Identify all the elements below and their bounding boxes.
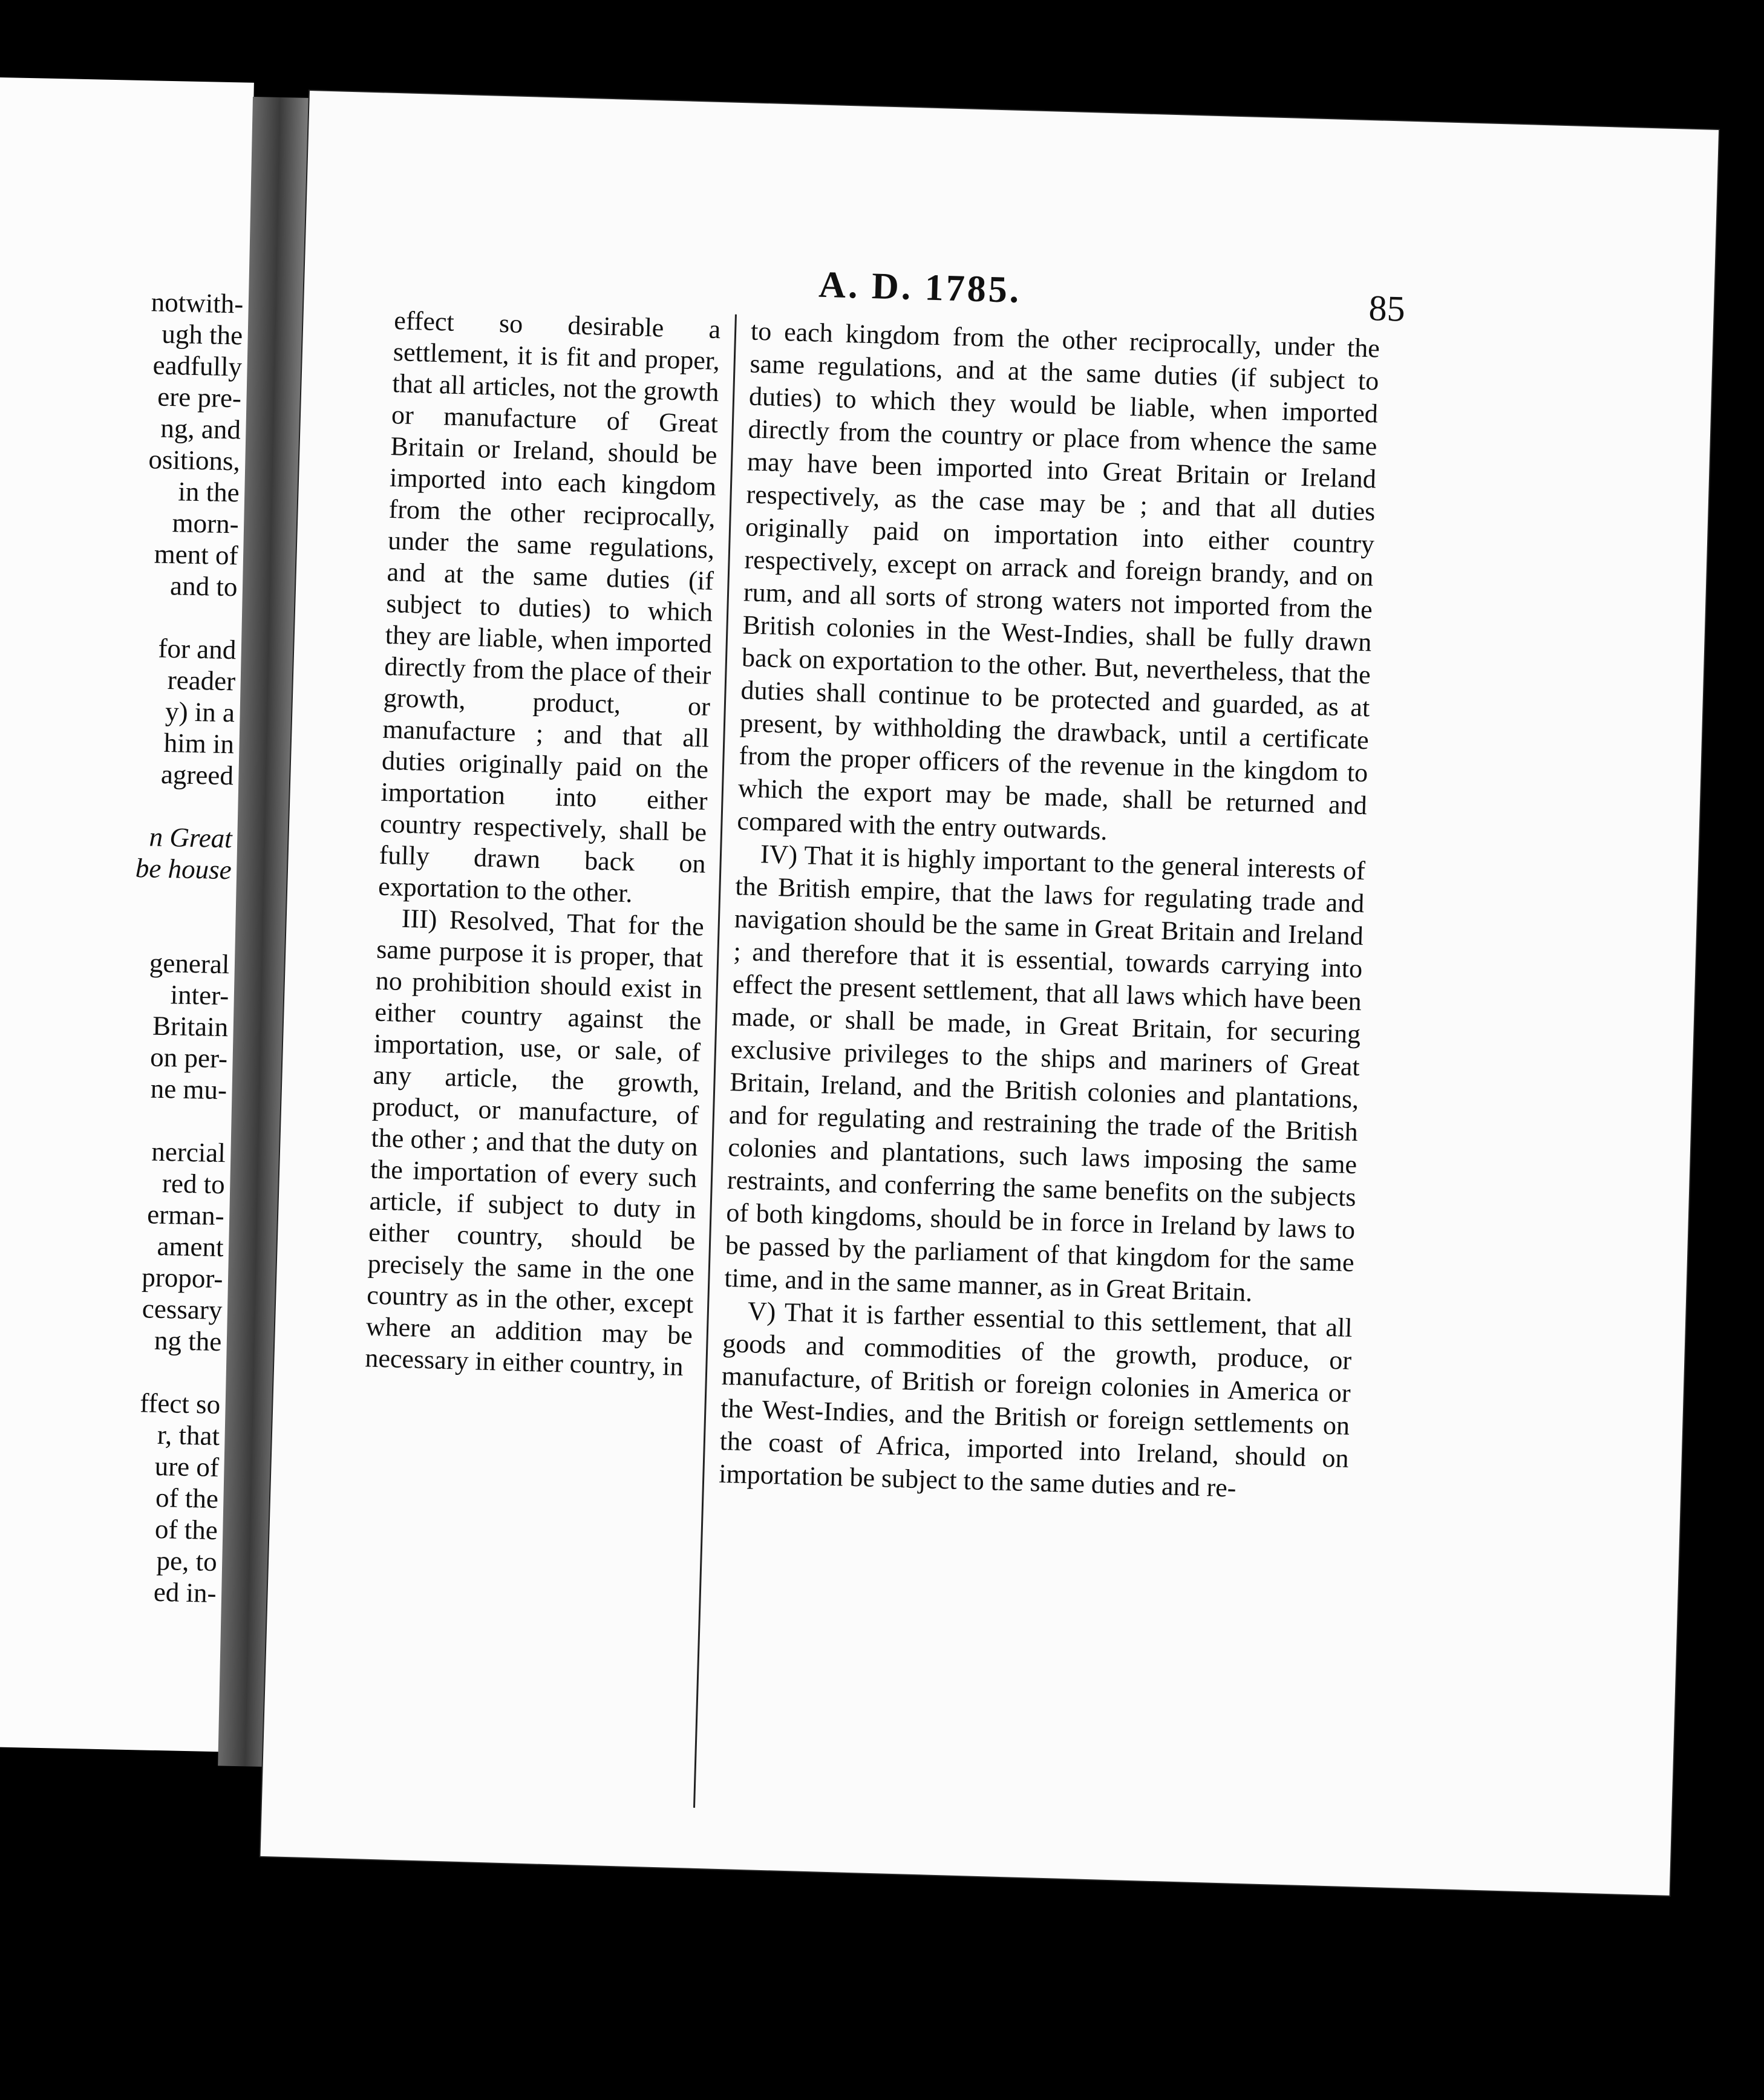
- fragment-line: in the: [177, 476, 240, 508]
- fragment-line: Britain: [152, 1010, 229, 1043]
- fragment-line: ere pre-: [157, 381, 242, 414]
- fragment-line: pe, to: [156, 1545, 218, 1577]
- fragment-line: cessary: [142, 1293, 223, 1326]
- fragment-line: inter-: [170, 979, 229, 1011]
- wide-column: [719, 315, 1380, 1508]
- wide-column-paragraph-1: to each kingdom from the other reciprocally, under the same regulations, and at the same duties (if subject to duties) to which they would be liable, when imported directly from the country or place from whence the same may have been imported into Great Britain or Ireland respectively, as the case may be ; and that all duties originally paid on importation into either country respectively, except on arrack and foreign brandy, and on rum, and all sorts of strong waters not imported from the British colonies in the West-Indies, shall be fully drawn back on exportation to the other. But, nevertheless, that the duties shall continue to be protected and guarded, as at present, by withholding the drawback, until a certificate from the proper officers of the revenue in the kingdom to which the export may be made, shall be returned and compared with the entry outwards.: [736, 316, 1380, 846]
- fragment-line: ament: [157, 1230, 224, 1263]
- fragment-line: ng the: [154, 1325, 222, 1357]
- italic-fragment-line: n Great: [149, 821, 233, 854]
- fragment-line: y) in a: [165, 696, 235, 728]
- fragment-line: ure of: [154, 1450, 220, 1483]
- fragment-line: nercial: [151, 1136, 226, 1169]
- fragment-line: him in: [163, 727, 235, 760]
- fragment-line: ng, and: [160, 412, 241, 445]
- left-page-text-fragments: [0, 283, 249, 1609]
- right-page: [260, 91, 1719, 1896]
- fragment-line: red to: [162, 1168, 226, 1200]
- fragment-line: ositions,: [148, 444, 241, 477]
- narrow-column: [365, 305, 721, 1383]
- fragment-line: propor-: [141, 1262, 224, 1294]
- fragment-line: notwith-: [151, 287, 244, 319]
- fragment-line: erman-: [146, 1199, 225, 1231]
- fragment-line: general: [149, 947, 230, 980]
- running-head: A. D. 1785.: [818, 264, 1022, 311]
- fragment-line: ment of: [154, 538, 239, 571]
- wide-column-paragraph-2: IV) That it is highly important to the general interests of the British empire, that the laws for regulating trade and navigation should be the same in Great Britain and Ireland ; and therefore that it is essential, towards carrying into effect the present settlement, that all laws which have been made, or shall be made, in Great Britain, for securing exclusive privileges to the ships and mariners of Great Britain, Ireland, and the British colonies and plantations, and for regulating and restraining the trade of the British colonies and plantations, such laws imposing the same restraints, and conferring the same benefits on the subjects of both kingdoms, should be in force in Ireland by laws to be passed by the parliament of that kingdom for the same time, and in the same manner, as in Great Britain.: [724, 839, 1366, 1308]
- left-page: [0, 77, 254, 1752]
- fragment-line: on per-: [149, 1042, 228, 1074]
- fragment-line: of the: [155, 1482, 219, 1515]
- narrow-column-paragraph-1: effect so desirable a settlement, it is fit and proper, that all articles, not the growth or manufacture of Great Britain or Ireland, should be imported into each kingdom from the other reciprocally, under the same regulations, and at the same duties (if subject to duties) to which they are liable, when imported directly from the place of their growth, product, or manufacture ; and that all duties originally paid on the importation into either country respectively, shall be fully drawn back on exportation to the other.: [377, 305, 721, 908]
- fragment-line: for and: [158, 633, 237, 665]
- fragment-line: r, that: [157, 1419, 220, 1452]
- fragment-line: ed in-: [153, 1576, 217, 1609]
- fragment-line: of the: [154, 1513, 218, 1546]
- fragment-line: morn-: [172, 507, 240, 540]
- fragment-line: eadfully: [152, 350, 243, 382]
- italic-fragment-line: be house: [135, 852, 232, 885]
- wide-column-paragraph-3: V) That it is farther essential to this settlement, that all goods and commodities of the growth, produce, or manufacture, of British or foreign colonies in America or the West-Indies, and the British or foreign settlements on the coast of Africa, imported into Ireland, should on importation be subject to the same duties and re-: [718, 1296, 1353, 1503]
- narrow-column-paragraph-2: III) Resolved, That for the same purpose it is proper, that no prohibition should exist in either country against the importation, use, or sale, of any article, the growth, product, or manufacture, of the other ; and that the duty on the importation of every such article, if subject to duty in either country, should be precisely the same in the one country as in the other, except where an addition may be necessary in either country, in: [364, 903, 705, 1382]
- fragment-line: ne mu-: [150, 1073, 227, 1106]
- fragment-line: reader: [167, 665, 236, 697]
- fragment-line: ffect so: [139, 1388, 221, 1420]
- fragment-line: ugh the: [161, 318, 243, 351]
- fragment-line: and to: [169, 570, 238, 602]
- page-number: 85: [1368, 288, 1406, 329]
- fragment-line: agreed: [160, 758, 234, 791]
